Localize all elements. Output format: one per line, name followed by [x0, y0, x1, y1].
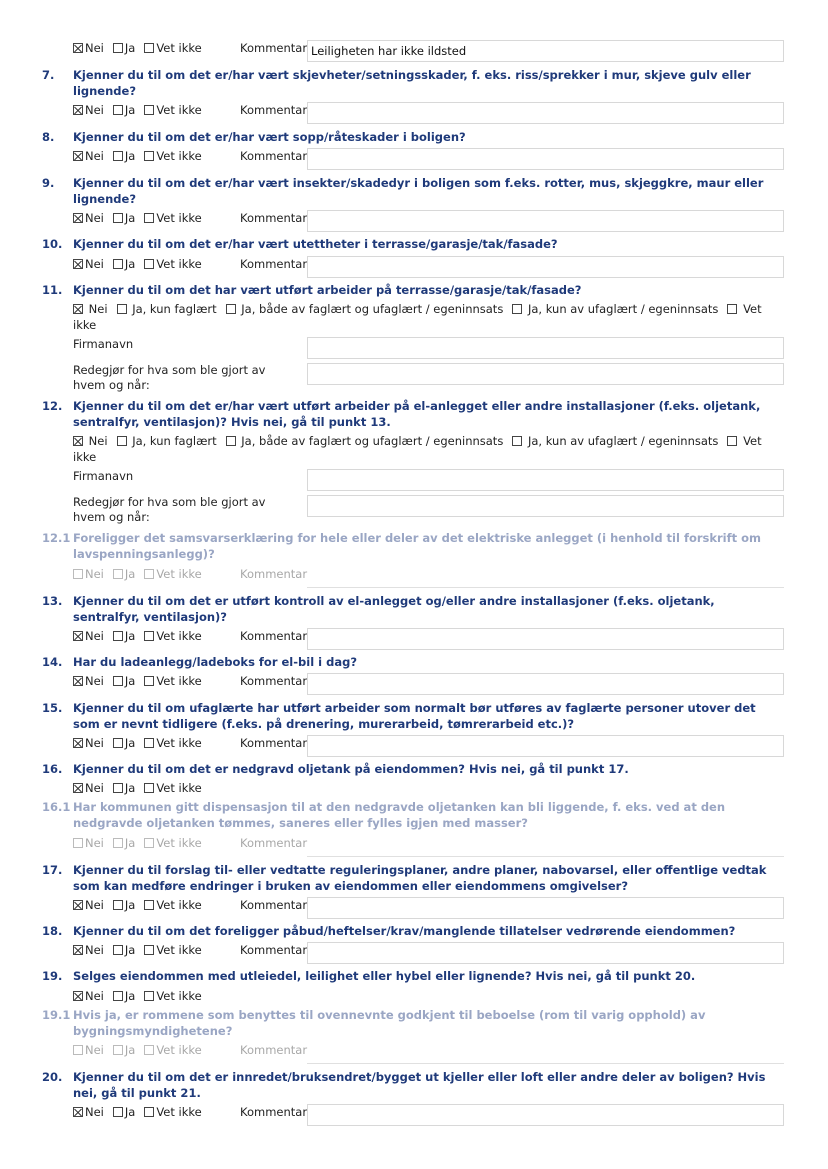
- q20-options: Nei Ja Vet ikke: [73, 1104, 211, 1120]
- comment-label: Kommentar: [240, 567, 308, 581]
- question-12-1: 12.1 Foreligger det samsvarserklæring for hele eller deler av det elektriske anlegget (i henhold til forskrift om lavspenningsanlegg)?: [42, 531, 762, 561]
- question-11: 11. Kjenner du til om det har vært utført arbeider på terrasse/garasje/tak/fasade?: [42, 283, 582, 297]
- checkbox-nei-checked[interactable]: [73, 105, 83, 115]
- checkbox-nei-checked[interactable]: [73, 900, 83, 910]
- checkbox-ja-begge[interactable]: [226, 304, 236, 314]
- comment-field[interactable]: [307, 256, 784, 278]
- checkbox-ja[interactable]: [113, 945, 123, 955]
- checkbox-vet-ikke[interactable]: [144, 991, 154, 1001]
- question-14: 14. Har du ladeanlegg/ladeboks for el-bil i dag?: [42, 655, 357, 669]
- checkbox-nei-checked[interactable]: [73, 43, 83, 53]
- checkbox-ja-ufaglaert[interactable]: [512, 304, 522, 314]
- checkbox-nei-checked[interactable]: [73, 213, 83, 223]
- checkbox-ja[interactable]: [113, 631, 123, 641]
- checkbox-vet-ikke[interactable]: [727, 304, 737, 314]
- checkbox-ja[interactable]: [113, 259, 123, 269]
- comment-label: Kommentar: [240, 1105, 308, 1119]
- q10-options: Nei Ja Vet ikke: [73, 256, 211, 272]
- checkbox-ja[interactable]: [113, 738, 123, 748]
- checkbox-nei-checked[interactable]: [73, 631, 83, 641]
- q11-options: Nei Ja, kun faglært Ja, både av faglært og ufaglært / egeninnsats Ja, kun av ufaglært / egeninnsats Vet ikke: [73, 302, 762, 332]
- checkbox-ja: [113, 838, 123, 848]
- q15-options: Nei Ja Vet ikke: [73, 735, 211, 751]
- comment-label: Kommentar: [240, 674, 308, 688]
- checkbox-nei: [73, 838, 83, 848]
- checkbox-ja[interactable]: [113, 900, 123, 910]
- checkbox-ja: [113, 1045, 123, 1055]
- checkbox-nei-checked[interactable]: [73, 151, 83, 161]
- firm-label: Firmanavn: [73, 337, 134, 351]
- comment-label: Kommentar: [240, 41, 308, 55]
- checkbox-ja[interactable]: [113, 676, 123, 686]
- explain-label: Redegjør for hva som ble gjort av hvem og når:: [73, 363, 266, 392]
- checkbox-nei-checked[interactable]: [73, 991, 83, 1001]
- q9-options: Nei Ja Vet ikke: [73, 210, 211, 226]
- question-16-1: 16.1 Har kommunen gitt dispensasjon til at den nedgravde oljetanken kan bli liggende, f. eks. ved at den nedgravde oljetanken tømmes, saneres eller fylles igjen med masser?: [42, 800, 726, 830]
- checkbox-vet-ikke[interactable]: [144, 213, 154, 223]
- question-17: 17. Kjenner du til forslag til- eller vedtatte reguleringsplaner, andre planer, nabovarsel, eller offentlige vedtak som kan medføre endringer i bruken av eiendommen eller eiendommens omgivelser?: [42, 863, 767, 893]
- q13-options: Nei Ja Vet ikke: [73, 628, 211, 644]
- question-20: 20. Kjenner du til om det er innredet/bruksendret/bygget ut kjeller eller loft eller andre deler av boligen? Hvis nei, gå til punkt 21.: [42, 1070, 766, 1100]
- comment-field[interactable]: Leiligheten har ikke ildsted: [307, 40, 784, 62]
- comment-field[interactable]: [307, 942, 784, 964]
- comment-field[interactable]: [307, 897, 784, 919]
- checkbox-nei: [73, 569, 83, 579]
- q19-options: Nei Ja Vet ikke: [73, 988, 211, 1004]
- question-19-1: 19.1 Hvis ja, er rommene som benyttes til ovennevnte godkjent til beboelse (rom til varig opphold) av bygningsmyndighetene?: [42, 1008, 706, 1038]
- checkbox-vet-ikke: [144, 1045, 154, 1055]
- comment-field[interactable]: [307, 1104, 784, 1126]
- checkbox-vet-ikke[interactable]: [727, 436, 737, 446]
- checkbox-ja[interactable]: [113, 991, 123, 1001]
- comment-field[interactable]: [307, 628, 784, 650]
- checkbox-ja[interactable]: [113, 151, 123, 161]
- q16-1-options: Nei Ja Vet ikke: [73, 835, 211, 851]
- q14-options: Nei Ja Vet ikke: [73, 673, 211, 689]
- checkbox-ja-ufaglaert[interactable]: [512, 436, 522, 446]
- question-12: 12. Kjenner du til om det er/har vært utført arbeider på el-anlegget eller andre installasjoner (f.eks. oljetank, sentralfyr, ventilasjon)? Hvis nei, gå til punkt 13.: [42, 399, 761, 429]
- q6-options: Nei Ja Vet ikke: [73, 40, 211, 56]
- checkbox-nei-checked[interactable]: [73, 783, 83, 793]
- comment-label: Kommentar: [240, 898, 308, 912]
- checkbox-ja-begge[interactable]: [226, 436, 236, 446]
- checkbox-nei-checked[interactable]: [73, 304, 83, 314]
- q18-options: Nei Ja Vet ikke: [73, 942, 211, 958]
- comment-label: Kommentar: [240, 211, 308, 225]
- checkbox-nei-checked[interactable]: [73, 676, 83, 686]
- firm-label: Firmanavn: [73, 469, 134, 483]
- checkbox-vet-ikke[interactable]: [144, 738, 154, 748]
- comment-label: Kommentar: [240, 943, 308, 957]
- checkbox-vet-ikke: [144, 569, 154, 579]
- explain-label: Redegjør for hva som ble gjort av hvem og når:: [73, 495, 266, 524]
- question-15: 15. Kjenner du til om ufaglærte har utført arbeider som normalt bør utføres av faglærte personer utover det som er nevnt tidligere (f.eks. på drenering, murerarbeid, tømrerarbeid etc.)?: [42, 701, 756, 731]
- comment-label: Kommentar: [240, 257, 308, 271]
- checkbox-vet-ikke[interactable]: [144, 1107, 154, 1117]
- checkbox-vet-ikke[interactable]: [144, 151, 154, 161]
- checkbox-vet-ikke[interactable]: [144, 676, 154, 686]
- question-7: 7. Kjenner du til om det er/har vært skjevheter/setningsskader, f. eks. riss/sprekker i mur, skjeve gulv eller lignende?: [42, 68, 751, 98]
- comment-field[interactable]: [307, 148, 784, 170]
- question-8: 8. Kjenner du til om det er/har vært sopp/råteskader i boligen?: [42, 130, 466, 144]
- firm-field[interactable]: [307, 469, 784, 491]
- checkbox-vet-ikke[interactable]: [144, 43, 154, 53]
- q7-options: Nei Ja Vet ikke: [73, 102, 211, 118]
- q16-options: Nei Ja Vet ikke: [73, 780, 211, 796]
- q8-options: Nei Ja Vet ikke: [73, 148, 211, 164]
- checkbox-vet-ikke[interactable]: [144, 783, 154, 793]
- comment-field[interactable]: [307, 210, 784, 232]
- q19-1-options: Nei Ja Vet ikke: [73, 1042, 211, 1058]
- checkbox-nei-checked[interactable]: [73, 436, 83, 446]
- checkbox-nei-checked[interactable]: [73, 1107, 83, 1117]
- checkbox-vet-ikke[interactable]: [144, 945, 154, 955]
- question-19: 19. Selges eiendommen med utleiedel, leilighet eller hybel eller lignende? Hvis nei, gå til punkt 20.: [42, 969, 696, 983]
- checkbox-nei: [73, 1045, 83, 1055]
- comment-label: Kommentar: [240, 103, 308, 117]
- checkbox-ja[interactable]: [113, 213, 123, 223]
- checkbox-ja-faglaert[interactable]: [117, 436, 127, 446]
- checkbox-vet-ikke[interactable]: [144, 105, 154, 115]
- q12-1-options: Nei Ja Vet ikke: [73, 566, 211, 582]
- comment-field: [307, 566, 784, 588]
- checkbox-nei-checked[interactable]: [73, 945, 83, 955]
- comment-field: [307, 1042, 784, 1064]
- comment-field[interactable]: [307, 102, 784, 124]
- comment-label: Kommentar: [240, 629, 308, 643]
- comment-field: [307, 835, 784, 857]
- checkbox-nei-checked[interactable]: [73, 738, 83, 748]
- comment-label: Kommentar: [240, 149, 308, 163]
- comment-field[interactable]: [307, 735, 784, 757]
- checkbox-vet-ikke[interactable]: [144, 631, 154, 641]
- checkbox-nei-checked[interactable]: [73, 259, 83, 269]
- checkbox-ja-faglaert[interactable]: [117, 304, 127, 314]
- checkbox-vet-ikke[interactable]: [144, 259, 154, 269]
- checkbox-vet-ikke[interactable]: [144, 900, 154, 910]
- checkbox-ja[interactable]: [113, 783, 123, 793]
- question-13: 13. Kjenner du til om det er utført kontroll av el-anlegget og/eller andre installasjoner (f.eks. oljetank, sentralfyr, ventilasjon)?: [42, 594, 715, 624]
- comment-label: Kommentar: [240, 736, 308, 750]
- question-18: 18. Kjenner du til om det foreligger påbud/heftelser/krav/manglende tillatelser vedrørende eiendommen?: [42, 924, 736, 938]
- checkbox-ja[interactable]: [113, 105, 123, 115]
- checkbox-ja[interactable]: [113, 1107, 123, 1117]
- comment-field[interactable]: [307, 673, 784, 695]
- checkbox-vet-ikke: [144, 838, 154, 848]
- q17-options: Nei Ja Vet ikke: [73, 897, 211, 913]
- firm-field[interactable]: [307, 337, 784, 359]
- q12-options: Nei Ja, kun faglært Ja, både av faglært og ufaglært / egeninnsats Ja, kun av ufaglært / egeninnsats Vet ikke: [73, 434, 762, 464]
- explain-field[interactable]: [307, 495, 784, 517]
- comment-label: Kommentar: [240, 1043, 308, 1057]
- question-16: 16. Kjenner du til om det er nedgravd oljetank på eiendommen? Hvis nei, gå til punkt 17.: [42, 762, 629, 776]
- comment-label: Kommentar: [240, 836, 308, 850]
- question-10: 10. Kjenner du til om det er/har vært utettheter i terrasse/garasje/tak/fasade?: [42, 237, 558, 251]
- explain-field[interactable]: [307, 363, 784, 385]
- checkbox-ja: [113, 569, 123, 579]
- question-9: 9. Kjenner du til om det er/har vært insekter/skadedyr i boligen som f.eks. rotter, mus, skjeggkre, maur eller lignende?: [42, 176, 764, 206]
- checkbox-ja[interactable]: [113, 43, 123, 53]
